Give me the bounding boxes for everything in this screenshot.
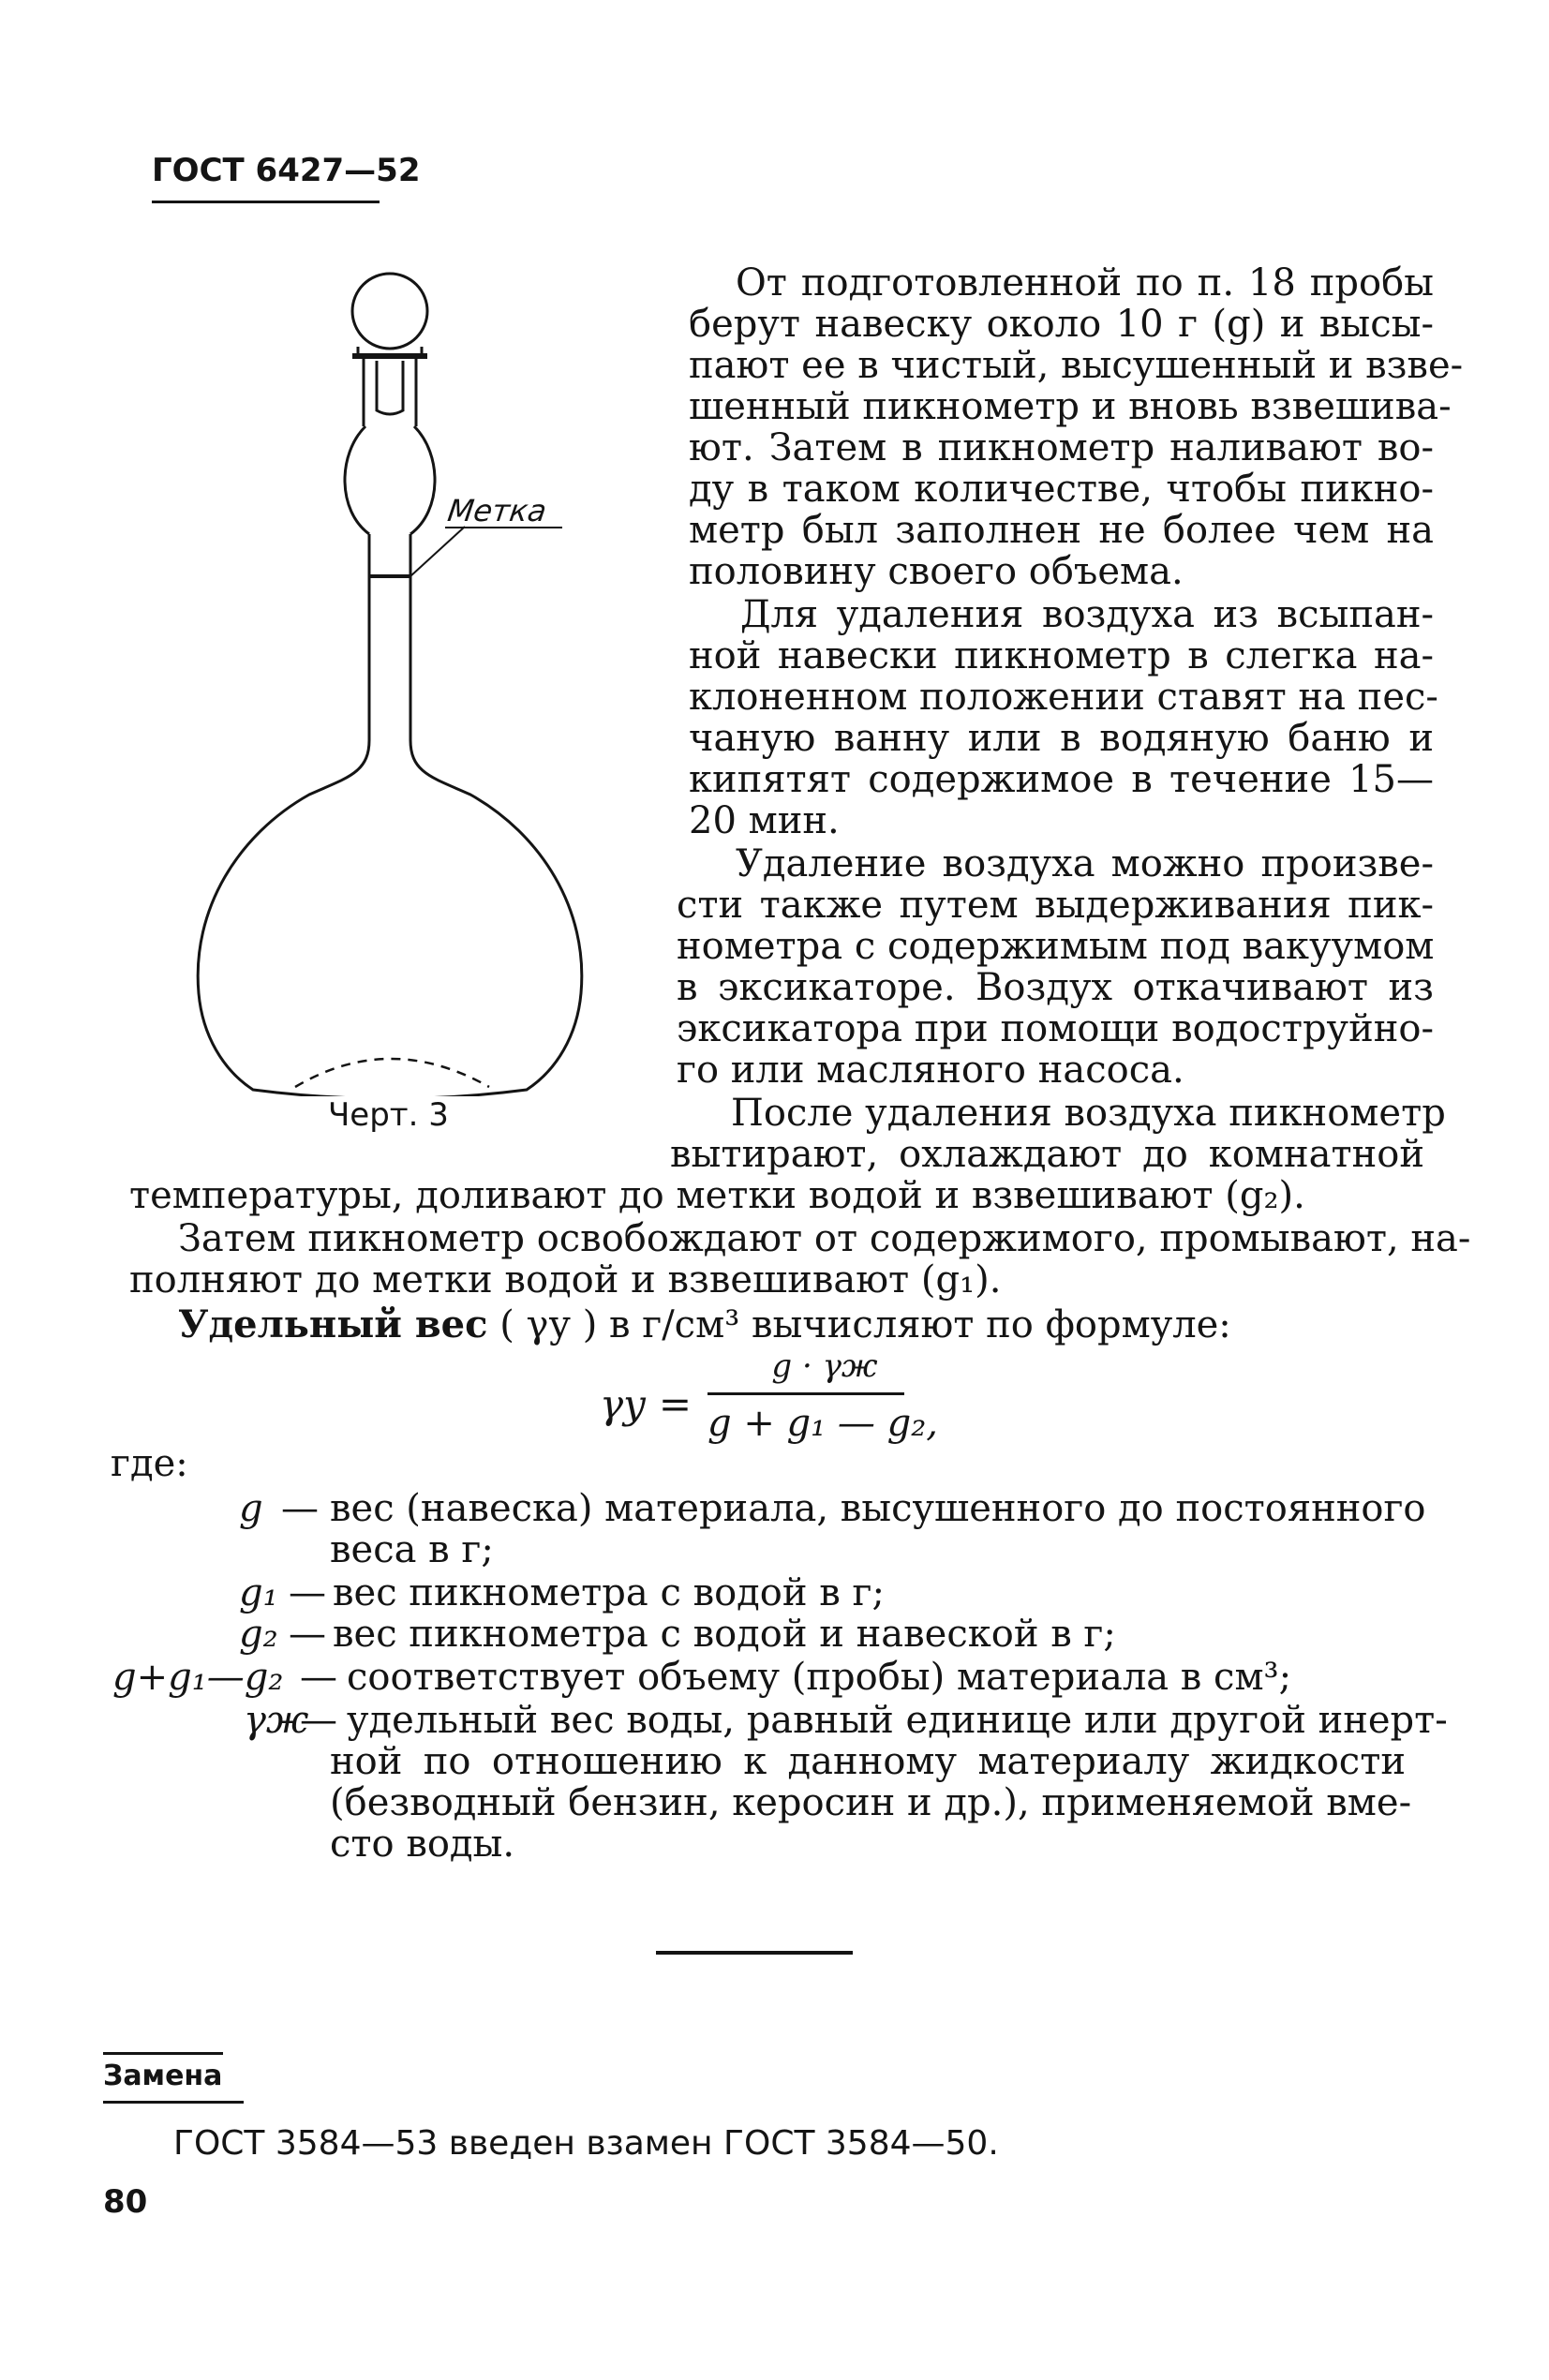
standard-number: ГОСТ 6427—52 [152,152,421,189]
p2-line-5: кипятят содержимое в течение 15— [689,758,1434,801]
p4-line-3: температуры, доливают до метки водой и взвешивают (g₂). [129,1174,1305,1217]
flask-body [198,740,582,1096]
p3-line-3: нометра с содержимым под вакуумом [677,925,1435,968]
flask-bottom-dashed [295,1059,489,1087]
p3-line-5: эксикатора при помощи водоструйно- [677,1007,1434,1050]
where-text-1b: веса в г; [330,1528,494,1571]
where-text-5a: удельный вес воды, равный единице или другой инерт- [347,1699,1448,1742]
p3-line-2: сти также путем выдерживания пик- [677,884,1434,927]
replacement-text: ГОСТ 3584—53 введен взамен ГОСТ 3584—50. [173,2124,999,2163]
where-symbol-1: g [239,1487,263,1530]
p1-line-2: берут навеску около 10 г (g) и высы- [689,303,1434,346]
formula-numerator: g · γж [771,1347,878,1385]
p2-line-6: 20 мин. [689,799,840,842]
where-symbol-4: g+g₁—g₂ [112,1656,284,1699]
p4-line-2: вытирают, охлаждают до комнатной [670,1133,1424,1176]
p6-line [178,1304,1231,1346]
where-text-5b: ной по отношению к данному материалу жидкости [330,1740,1406,1783]
replacement-top-rule [103,2052,223,2055]
formula-lhs: γу = [600,1381,693,1427]
where-text-1a: вес (навеска) материала, высушенного до постоянного [330,1487,1426,1530]
p1-line-4: шенный пикнометр и вновь взвешива- [689,385,1452,428]
where-text-2: вес пикнометра с водой в г; [333,1571,885,1614]
p5-line-1: Затем пикнометр освобождают от содержимого, промывают, на- [178,1217,1471,1260]
figure-caption: Черт. 3 [328,1096,449,1134]
formula-fraction-bar [707,1392,904,1395]
header-underline [152,201,380,203]
replacement-bottom-rule [103,2101,244,2104]
p1-line-6: ду в таком количестве, чтобы пикно- [689,468,1434,511]
specific-weight-rest: ( γу ) в г/см³ вычисляют по формуле: [499,1303,1231,1346]
where-symbol-2: g₁ [239,1571,278,1614]
p1-line-3: пают ее в чистый, высушенный и взве- [689,344,1464,387]
p1-line-1: От подготовленной по п. 18 пробы [736,261,1434,305]
figure-mark-label: Метка [445,493,549,528]
document-header [152,152,421,189]
specific-weight-term: Удельный вес [178,1302,488,1346]
p2-line-4: чаную ванну или в водяную баню и [689,717,1434,760]
p2-line-3: клоненном положении ставят на пес- [689,676,1438,719]
p1-line-7: метр был заполнен не более чем на [689,509,1434,552]
replacement-heading: Замена [103,2060,223,2092]
where-dash-2: — [289,1571,326,1614]
where-text-5c: (безводный бензин, керосин и др.), применяемой вме- [330,1781,1412,1824]
where-symbol-3: g₂ [239,1613,278,1656]
where-dash-5: — [300,1699,337,1742]
stopper-bulb [352,274,427,349]
where-symbol-5: γж [244,1699,309,1742]
where-dash-1: — [281,1487,319,1530]
p3-line-6: го или масляного насоса. [677,1049,1184,1092]
p2-line-1: Для удаления воздуха из всыпан- [740,593,1434,636]
mark-leader [410,527,465,576]
p2-line-2: ной навески пикнометр в слегка на- [689,634,1434,677]
stopper-shaft [364,358,416,426]
where-text-5d: сто воды. [330,1822,515,1866]
upper-bulb [345,426,435,534]
p5-line-2: полняют до метки водой и взвешивают (g₁). [129,1258,1002,1302]
where-text-3: вес пикнометра с водой и навеской в г; [333,1613,1116,1656]
page-number: 80 [103,2183,148,2221]
p1-line-5: ют. Затем в пикнометр наливают во- [689,426,1434,469]
section-separator [656,1951,853,1955]
formula-denominator: g + g₁ — g₂, [707,1402,938,1445]
where-text-4: соответствует объему (пробы) материала в см³; [347,1656,1292,1699]
p3-line-4: в эксикаторе. Воздух откачивают из [677,966,1434,1009]
pycnometer-figure [187,253,600,1096]
p1-line-8: половину своего объема. [689,550,1184,593]
p4-line-1: После удаления воздуха пикнометр [731,1092,1446,1135]
where-dash-3: — [289,1613,326,1656]
where-intro: где: [111,1442,188,1485]
where-dash-4: — [300,1656,337,1699]
p3-line-1: Удаление воздуха можно произве- [736,842,1434,885]
